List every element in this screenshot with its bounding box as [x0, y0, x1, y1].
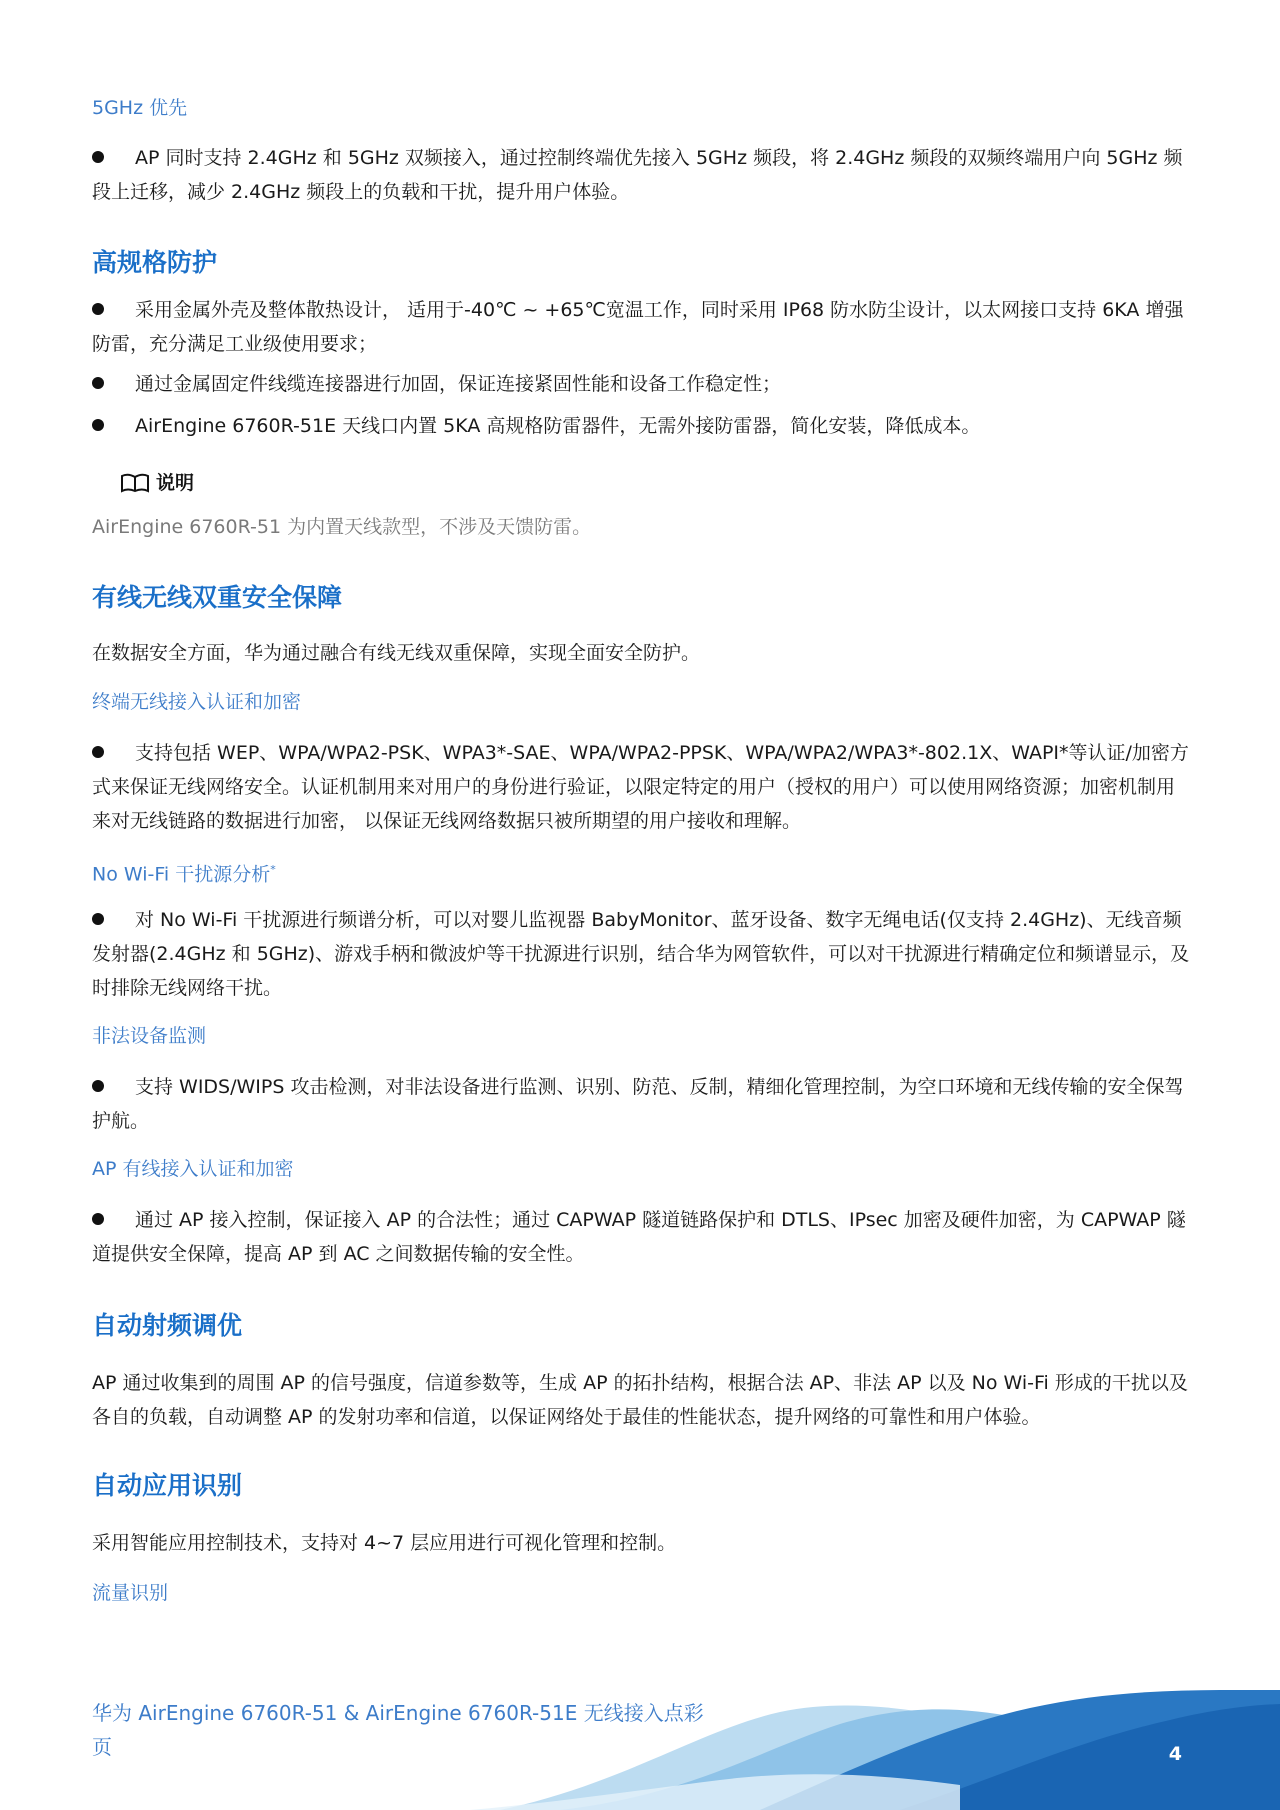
bullet-text: 采用金属外壳及整体散热设计， 适用于-40℃ ~ +65℃宽温工作，同时采用 IP68 防水防尘设计，以太网接口支持 6KA 增强防雷，充分满足工业级使用要求；: [92, 299, 1184, 355]
bullet-text: 通过 AP 接入控制，保证接入 AP 的合法性；通过 CAPWAP 隧道链路保护和 DTLS、IPsec 加密及硬件加密，为 CAPWAP 隧道提供安全保障，提高 AP 到 AC 之间数据传输的安全性。: [92, 1209, 1186, 1265]
note-label-text: 说明: [156, 472, 195, 494]
bullet-text: 对 No Wi-Fi 干扰源进行频谱分析，可以对婴儿监视器 BabyMonitor、蓝牙设备、数字无绳电话(仅支持 2.4GHz)、无线音频发射器(2.4GHz 和 5GHz)、游戏手柄和微波炉等干扰源进行识别，结合华为网管软件，可以对干扰源进行精确定位和频谱显示，及时排除无线网络干扰。: [92, 909, 1190, 999]
bullet-item: [92, 409, 1192, 443]
page-number: 4: [1168, 1743, 1182, 1765]
subsection-title-interference: [92, 858, 276, 886]
bullet-item: [92, 736, 1192, 838]
subsection-title-wired-auth: AP 有线接入认证和加密: [92, 1158, 294, 1180]
bullet-item: [92, 141, 1192, 209]
subsection-title-5ghz-priority: 5GHz 优先: [92, 97, 188, 119]
bullet-dot-icon: [92, 746, 104, 758]
bullet-item: [92, 903, 1192, 1005]
bullet-text: 支持包括 WEP、WPA/WPA2-PSK、WPA3*-SAE、WPA/WPA2-PPSK、WPA/WPA2/WPA3*-802.1X、WAPI*等认证/加密方式来保证无线网络安全。认证机制用来对用户的身份进行验证，以限定特定的用户（授权的用户）可以使用网络资源；加密机制用来对无线链路的数据进行加密， 以保证无线网络数据只被所期望的用户接收和理解。: [92, 742, 1189, 832]
subsection-title-wireless-auth: 终端无线接入认证和加密: [92, 691, 302, 713]
note-text: AirEngine 6760R-51 为内置天线款型，不涉及天馈防雷。: [92, 516, 592, 538]
bullet-dot-icon: [92, 419, 104, 431]
bullet-dot-icon: [92, 303, 104, 315]
bullet-item: [92, 293, 1192, 361]
bullet-item: [92, 367, 1192, 401]
footer-document-title: 华为 AirEngine 6760R-51 & AirEngine 6760R-51E 无线接入点彩页: [92, 1701, 704, 1759]
section-heading-security: 有线无线双重安全保障: [92, 583, 343, 612]
section-text: 采用智能应用控制技术，支持对 4~7 层应用进行可视化管理和控制。: [92, 1532, 677, 1554]
subsection-title-rogue-device: 非法设备监测: [92, 1025, 207, 1047]
book-icon: [120, 473, 150, 493]
bullet-dot-icon: [92, 1080, 104, 1092]
bullet-item: [92, 1070, 1192, 1138]
bullet-text: 支持 WIDS/WIPS 攻击检测，对非法设备进行监测、识别、防范、反制，精细化管理控制，为空口环境和无线传输的安全保驾护航。: [92, 1076, 1184, 1132]
bullet-dot-icon: [92, 377, 104, 389]
section-intro: 在数据安全方面，华为通过融合有线无线双重保障，实现全面安全防护。: [92, 642, 701, 664]
bullet-text: AirEngine 6760R-51E 天线口内置 5KA 高规格防雷器件，无需外接防雷器，简化安装，降低成本。: [135, 415, 981, 437]
note-label: [120, 470, 194, 496]
bullet-text: AP 同时支持 2.4GHz 和 5GHz 双频接入，通过控制终端优先接入 5GHz 频段，将 2.4GHz 频段的双频终端用户向 5GHz 频段上迁移，减少 2.4GHz 频段上的负载和干扰，提升用户体验。: [92, 147, 1183, 203]
subsection-title-traffic: 流量识别: [92, 1582, 169, 1604]
bullet-text: 通过金属固定件线缆连接器进行加固，保证连接紧固性能和设备工作稳定性；: [135, 373, 782, 395]
section-heading-rf-tuning: 自动射频调优: [92, 1311, 243, 1340]
bullet-dot-icon: [92, 151, 104, 163]
bullet-item: [92, 1203, 1192, 1271]
bullet-dot-icon: [92, 913, 104, 925]
section-text: AP 通过收集到的周围 AP 的信号强度，信道参数等，生成 AP 的拓扑结构，根据合法 AP、非法 AP 以及 No Wi-Fi 形成的干扰以及各自的负载，自动调整 AP 的发射功率和信道，以保证网络处于最佳的性能状态，提升网络的可靠性和用户体验。: [92, 1372, 1188, 1428]
footnote-mark: *: [270, 863, 276, 876]
bullet-dot-icon: [92, 1213, 104, 1225]
section-heading-protection: 高规格防护: [92, 248, 218, 277]
section-heading-app-recognition: 自动应用识别: [92, 1471, 243, 1500]
subsection-title-text: No Wi-Fi 干扰源分析: [92, 863, 271, 886]
